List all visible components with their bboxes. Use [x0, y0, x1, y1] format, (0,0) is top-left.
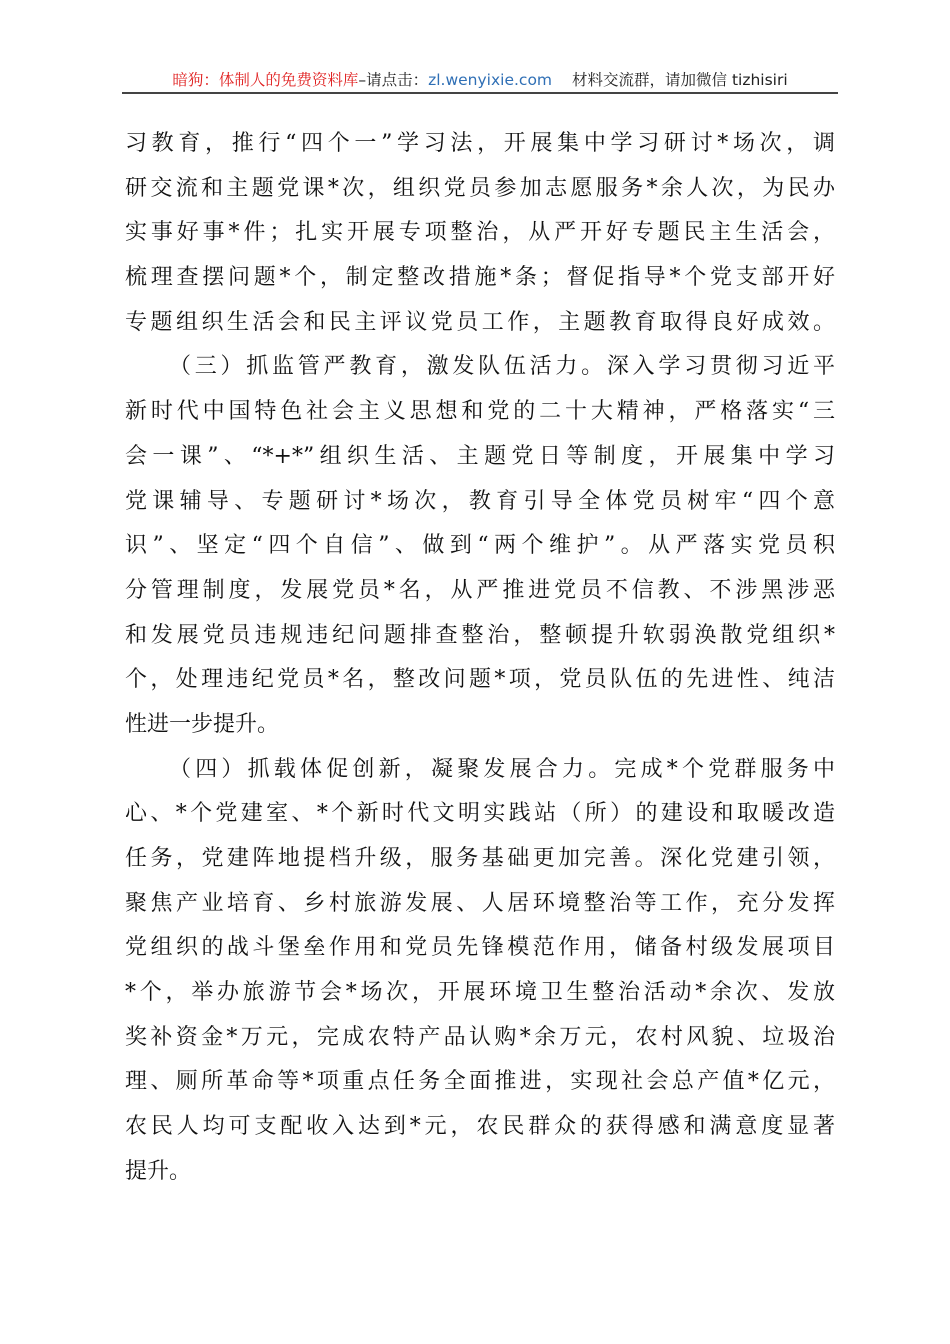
text-line: 任务，党建阵地提档升级，服务基础更加完善。深化党建引领，	[125, 846, 835, 871]
header-promo: 暗狗：体制人的免费资料库	[172, 71, 359, 89]
paragraph-heading-line: （三）抓监管严教育，激发队伍活力。深入学习贯彻习近平	[169, 354, 835, 380]
paragraph-heading-line: （四）抓载体促创新，凝聚发展合力。完成*个党群服务中	[169, 756, 835, 782]
text-line: 奖补资金*万元，完成农特产品认购*余万元，农村风貌、垃圾治	[125, 1024, 835, 1050]
text-line: 性进一步提升。	[125, 711, 280, 737]
document-body	[125, 122, 835, 1195]
text-line: 习教育，推行“四个一”学习法，开展集中学习研讨*场次，调	[125, 131, 835, 156]
text-line: 和发展党员违规违纪问题排查整治，整顿提升软弱涣散党组织*	[125, 622, 835, 648]
text-line: 聚焦产业培育、乡村旅游发展、人居环境整治等工作，充分发挥	[125, 890, 835, 916]
text-line: 专题组织生活会和民主评议党员工作，主题教育取得良好成效。	[125, 309, 835, 335]
text-line: 会一课”、“*+*”组织生活、主题党日等制度，开展集中学习	[125, 443, 835, 469]
text-line: 提升。	[125, 1158, 192, 1184]
text-line: 心、*个党建室、*个新时代文明实践站（所）的建设和取暖改造	[125, 801, 835, 827]
header-click-label: –请点击：	[358, 71, 429, 89]
header-rule	[122, 92, 838, 94]
text-line: 新时代中国特色社会主义思想和党的二十大精神，严格落实“三	[125, 399, 835, 425]
text-line: 梳理查摆问题*个，制定整改措施*条；督促指导*个党支部开好	[125, 265, 835, 291]
header-group-info: 材料交流群，请加微信 tizhisiri	[572, 71, 788, 89]
text-line: 研交流和主题党课*次，组织党员参加志愿服务*余人次，为民办	[125, 175, 835, 201]
text-line: 党课辅导、专题研讨*场次，教育引导全体党员树牢“四个意	[125, 488, 835, 514]
header-url-link[interactable]: zl.wenyixie.com	[428, 71, 553, 89]
text-line: *个，举办旅游节会*场次，开展环境卫生整治活动*余次、发放	[125, 980, 835, 1006]
text-line: 农民人均可支配收入达到*元，农民群众的获得感和满意度显著	[125, 1114, 835, 1140]
text-line: 实事好事*件；扎实开展专项整治，从严开好专题民主生活会，	[125, 220, 835, 246]
text-line: 党组织的战斗堡垒作用和党员先锋模范作用，储备村级发展项目	[125, 935, 835, 961]
text-line: 分管理制度，发展党员*名，从严推进党员不信教、不涉黑涉恶	[125, 577, 835, 603]
text-line: 识”、坚定“四个自信”、做到“两个维护”。从严落实党员积	[125, 533, 835, 559]
text-line: 个，处理违纪党员*名，整改问题*项，党员队伍的先进性、纯洁	[125, 667, 835, 693]
page-header	[122, 68, 838, 92]
text-line: 理、厕所革命等*项重点任务全面推进，实现社会总产值*亿元，	[125, 1069, 835, 1095]
